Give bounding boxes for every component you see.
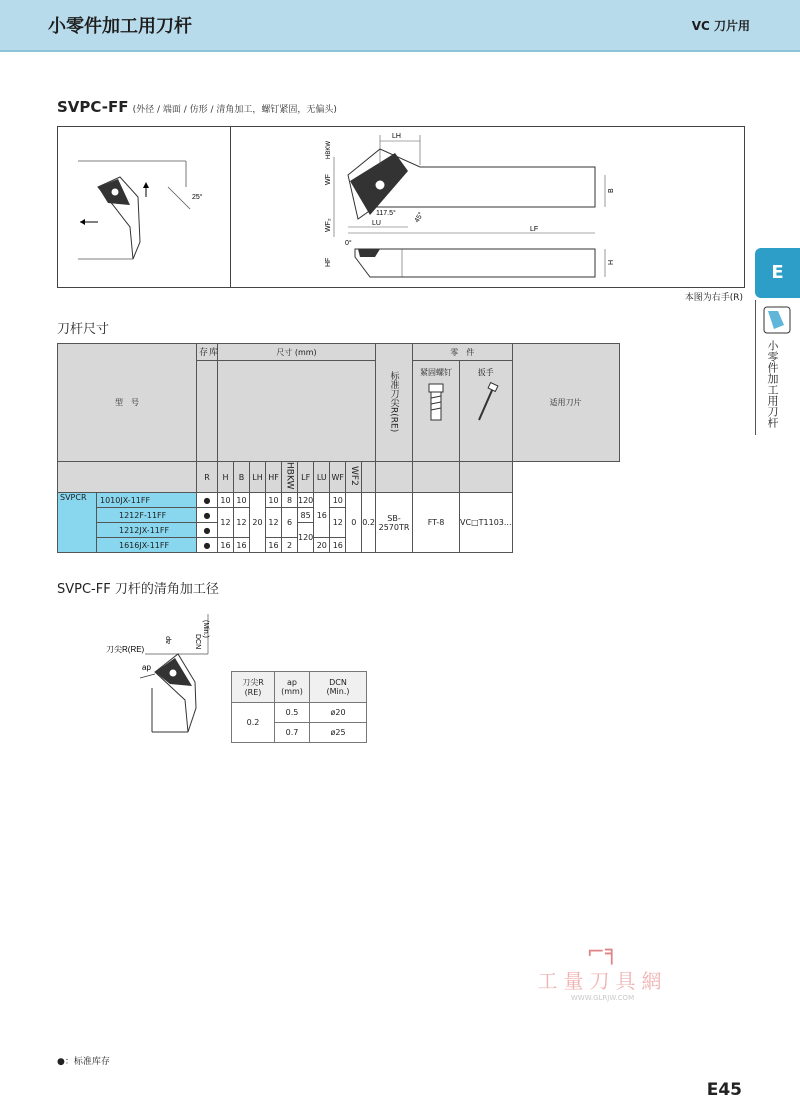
model-code: 1010JX-11FF	[97, 493, 197, 508]
label-ang0: 0°	[345, 240, 352, 247]
header-wrench: 扳手	[460, 361, 513, 462]
col-lf: LF	[298, 462, 314, 493]
col-hbkw: HBKW	[282, 462, 298, 493]
label-hf: HF	[325, 257, 332, 267]
model-description: (外径 / 端面 / 仿形 / 清角加工，螺钉紧固，无偏头)	[132, 105, 337, 115]
table-row: SVPCR 1010JX-11FF ● 10 10 20 10 8 120 16 10 0 0.2 SB-2570TR FT-8 VC□T1103...	[58, 493, 620, 508]
col-lh: LH	[250, 462, 266, 493]
small-header-dcn: DCN	[329, 678, 347, 687]
model-code: 1212JX-11FF	[97, 523, 197, 538]
angle-25: 25°	[192, 194, 203, 201]
header-stock: 库存	[197, 344, 218, 361]
stock-mark: ●	[197, 493, 218, 508]
label-wf2: WF₂	[325, 218, 332, 232]
tool-figure	[57, 126, 745, 288]
header-screw: 紧固螺钉	[413, 361, 460, 462]
table-row: 1616JX-11FF ● 16 16 16 2 20 16	[58, 538, 620, 553]
model-code: 1212F-11FF	[97, 508, 197, 523]
header-category: VC 刀片用	[691, 19, 750, 33]
label-ang45: 45°	[413, 211, 426, 224]
label-lh: LH	[392, 133, 401, 140]
side-category-label: 小零件加工用刀杆	[766, 340, 779, 428]
label-tip-r: 刀尖R(RE)	[106, 645, 145, 654]
watermark: ⌐╕ 工量刀具網 WWW.GLRJW.COM	[535, 940, 670, 1002]
corner-machining-figure	[100, 612, 240, 742]
col-wf: WF	[330, 462, 346, 493]
model-name: SVPC-FF	[57, 98, 129, 116]
table-row: 1212F-11FF ● 12 12 12 6 85 12	[58, 508, 620, 523]
label-wf: WF	[325, 174, 332, 185]
section-corner-diameter: SVPC-FF 刀杆的清角加工径	[57, 582, 219, 597]
dimension-table	[57, 343, 620, 553]
page-number: E45	[706, 1080, 742, 1100]
page-header	[0, 0, 800, 52]
col-h: H	[218, 462, 234, 493]
holder-category-icon	[756, 305, 794, 335]
model-code: 1616JX-11FF	[97, 538, 197, 553]
stock-legend: ●：标准库存	[57, 1057, 110, 1067]
table-row: 0.7 ø25	[232, 723, 367, 743]
header-model: 型 号	[58, 344, 197, 462]
table-row: 0.2 0.5 ø20	[232, 703, 367, 723]
right-hand-note: 本图为右手(R)	[684, 293, 743, 303]
col-b: B	[234, 462, 250, 493]
col-r: R	[197, 462, 218, 493]
header-re: 标准刀尖R(RE)	[376, 344, 413, 462]
machining-sketch	[58, 127, 230, 287]
label-b: B	[608, 188, 615, 193]
label-ang117: 117.5°	[376, 210, 396, 217]
section-tab-e[interactable]: E	[755, 248, 800, 298]
label-lf: LF	[530, 226, 539, 233]
label-h: H	[608, 259, 615, 265]
watermark-logo-icon: ⌐╕	[586, 940, 619, 965]
small-header-re: 刀尖R	[242, 678, 264, 687]
page-title: 小零件加工用刀杆	[48, 16, 192, 37]
small-header-ap: ap	[287, 678, 297, 687]
header-dimensions: 尺寸 (mm)	[218, 344, 376, 361]
col-wf2: WF2	[346, 462, 362, 493]
wrench-icon	[471, 378, 501, 428]
header-insert: 适用刀片	[512, 344, 619, 462]
holder-drawing	[230, 127, 745, 287]
label-hbkw: HBKW	[326, 141, 332, 159]
label-ap-vertical: ap	[165, 636, 172, 644]
corner-dcn-table: 刀尖R (RE) ap (mm) DCN (Min.) 0.2 0.5 ø20 0.7 ø25	[231, 671, 367, 743]
series-code: SVPCR	[58, 493, 97, 553]
label-min: (Min.)	[202, 620, 209, 638]
label-ap: ap	[142, 663, 151, 672]
header-parts: 零 件	[413, 344, 513, 361]
col-hf: HF	[266, 462, 282, 493]
screw-icon	[421, 378, 451, 428]
col-lu: LU	[314, 462, 330, 493]
table-row: 1212JX-11FF ● 120	[58, 523, 620, 538]
label-dcn: DCN	[194, 634, 201, 650]
model-heading	[57, 98, 337, 116]
label-lu: LU	[372, 220, 381, 227]
section-holder-dims: 刀杆尺寸	[57, 322, 110, 337]
